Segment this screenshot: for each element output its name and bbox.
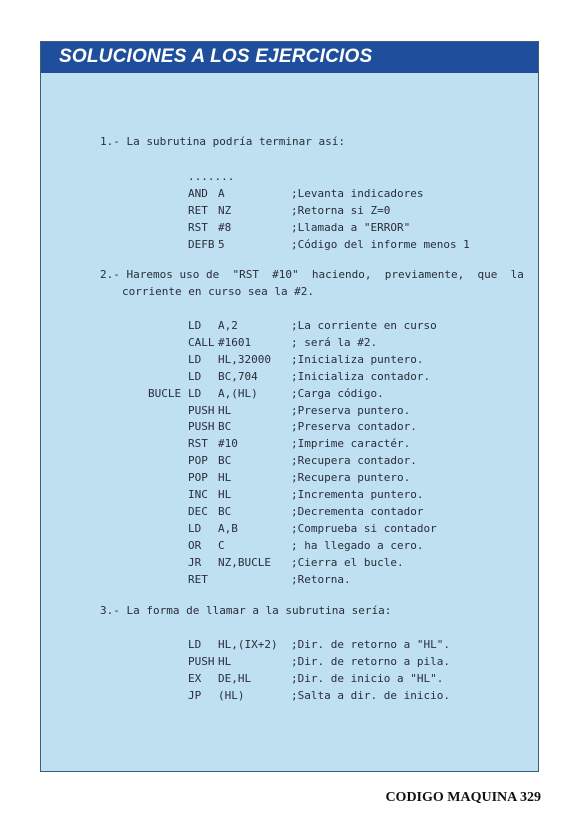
- code-label: BUCLE: [148, 386, 182, 400]
- code-op: RST: [188, 220, 208, 234]
- exercise-1-intro: 1.- La subrutina podría terminar así:: [100, 135, 346, 148]
- code-args: BC: [218, 420, 232, 434]
- exercise-2-intro-line1: 2.- Haremos uso de "RST #10" haciendo, previamente, que la: [100, 268, 524, 281]
- code-comment: ;Dir. de retorno a "HL".: [291, 638, 450, 651]
- code-comment: ;Inicializa puntero.: [291, 352, 424, 366]
- exercise-panel: [40, 41, 539, 772]
- code-comment: ;Llamada a "ERROR": [291, 220, 411, 234]
- code-comment: ;Incrementa puntero.: [291, 488, 424, 501]
- code-comment: ;Recupera puntero.: [291, 471, 411, 485]
- code-op: DEC: [188, 504, 208, 518]
- code-args: BC,704: [218, 369, 258, 383]
- code-op: LD: [188, 369, 202, 383]
- code-args: #8: [218, 220, 232, 234]
- code-op: JP: [188, 688, 202, 702]
- code-comment: ;Imprime caractér.: [291, 437, 411, 451]
- code-args: HL: [218, 471, 232, 485]
- code-args: #10: [218, 437, 238, 451]
- code-op: RST: [188, 437, 208, 451]
- code-op: LD: [188, 352, 202, 366]
- code-op: LD: [188, 386, 202, 400]
- code-args: A,B: [218, 521, 238, 535]
- code-op: PUSH: [188, 403, 215, 417]
- code-op: LD: [188, 319, 202, 332]
- code-comment: ;Levanta indicadores: [291, 186, 424, 200]
- code-op: RET: [188, 572, 208, 586]
- code-comment: ;Cierra el bucle.: [291, 555, 404, 569]
- code-args: HL: [218, 488, 232, 501]
- code-comment: ;Preserva puntero.: [291, 403, 411, 417]
- page-footer: [385, 790, 541, 806]
- code-args: #1601: [218, 335, 252, 349]
- code-args: HL: [218, 654, 232, 668]
- code-comment: ;Dir. de retorno a pila.: [291, 654, 450, 668]
- code-comment: ; ha llegado a cero.: [291, 538, 424, 552]
- code-args: C: [218, 538, 225, 552]
- code-comment: ;Retorna.: [291, 572, 351, 586]
- code-op: OR: [188, 538, 202, 552]
- code-args: HL,(IX+2): [218, 638, 278, 651]
- code-args: A,(HL): [218, 386, 258, 400]
- code-comment: ;Retorna si Z=0: [291, 203, 391, 217]
- page-number: 329: [520, 790, 541, 805]
- code-comment: ;Salta a dir. de inicio.: [291, 688, 450, 702]
- code-comment: ;Comprueba si contador: [291, 521, 437, 535]
- code-args: NZ: [218, 203, 232, 217]
- code-op: LD: [188, 638, 202, 651]
- code-comment: ;Carga código.: [291, 386, 384, 400]
- code-args: HL: [218, 403, 232, 417]
- code-args: 5: [218, 237, 225, 251]
- code-comment: ;La corriente en curso: [291, 319, 437, 332]
- code-args: (HL): [218, 688, 245, 702]
- code-args: BC: [218, 454, 232, 468]
- title-banner: [41, 42, 538, 73]
- code-args: HL,32000: [218, 352, 271, 366]
- code-op: INC: [188, 488, 208, 501]
- code-comment: ; será la #2.: [291, 335, 378, 349]
- code-op: DEFB: [188, 237, 215, 251]
- code-args: NZ,BUCLE: [218, 555, 271, 569]
- code-op: PUSH: [188, 654, 215, 668]
- exercise-3-intro: 3.- La forma de llamar a la subrutina sería:: [100, 604, 392, 617]
- code-args: A,2: [218, 319, 238, 332]
- footer-text: CODIGO MAQUINA: [385, 790, 517, 805]
- code-comment: ;Código del informe menos 1: [291, 237, 470, 251]
- code-args: A: [218, 186, 225, 200]
- code-op: EX: [188, 671, 202, 685]
- code-comment: ;Preserva contador.: [291, 420, 417, 434]
- code-op: AND: [188, 186, 208, 200]
- code-op: POP: [188, 471, 208, 485]
- code-args: BC: [218, 504, 232, 518]
- code-comment: ;Recupera contador.: [291, 454, 417, 468]
- code-comment: ;Inicializa contador.: [291, 369, 431, 383]
- code-op: CALL: [188, 335, 215, 349]
- code-op: LD: [188, 521, 202, 535]
- code-op: PUSH: [188, 420, 215, 434]
- exercise-2-intro-line2: corriente en curso sea la #2.: [122, 285, 315, 298]
- page-title: SOLUCIONES A LOS EJERCICIOS: [59, 46, 373, 67]
- code-comment: ;Decrementa contador: [291, 504, 424, 518]
- code-comment: ;Dir. de inicio a "HL".: [291, 671, 444, 685]
- code-op: JR: [188, 555, 202, 569]
- code-args: DE,HL: [218, 671, 252, 685]
- code-op: RET: [188, 203, 208, 217]
- code-op: .......: [188, 170, 235, 183]
- code-op: POP: [188, 454, 208, 468]
